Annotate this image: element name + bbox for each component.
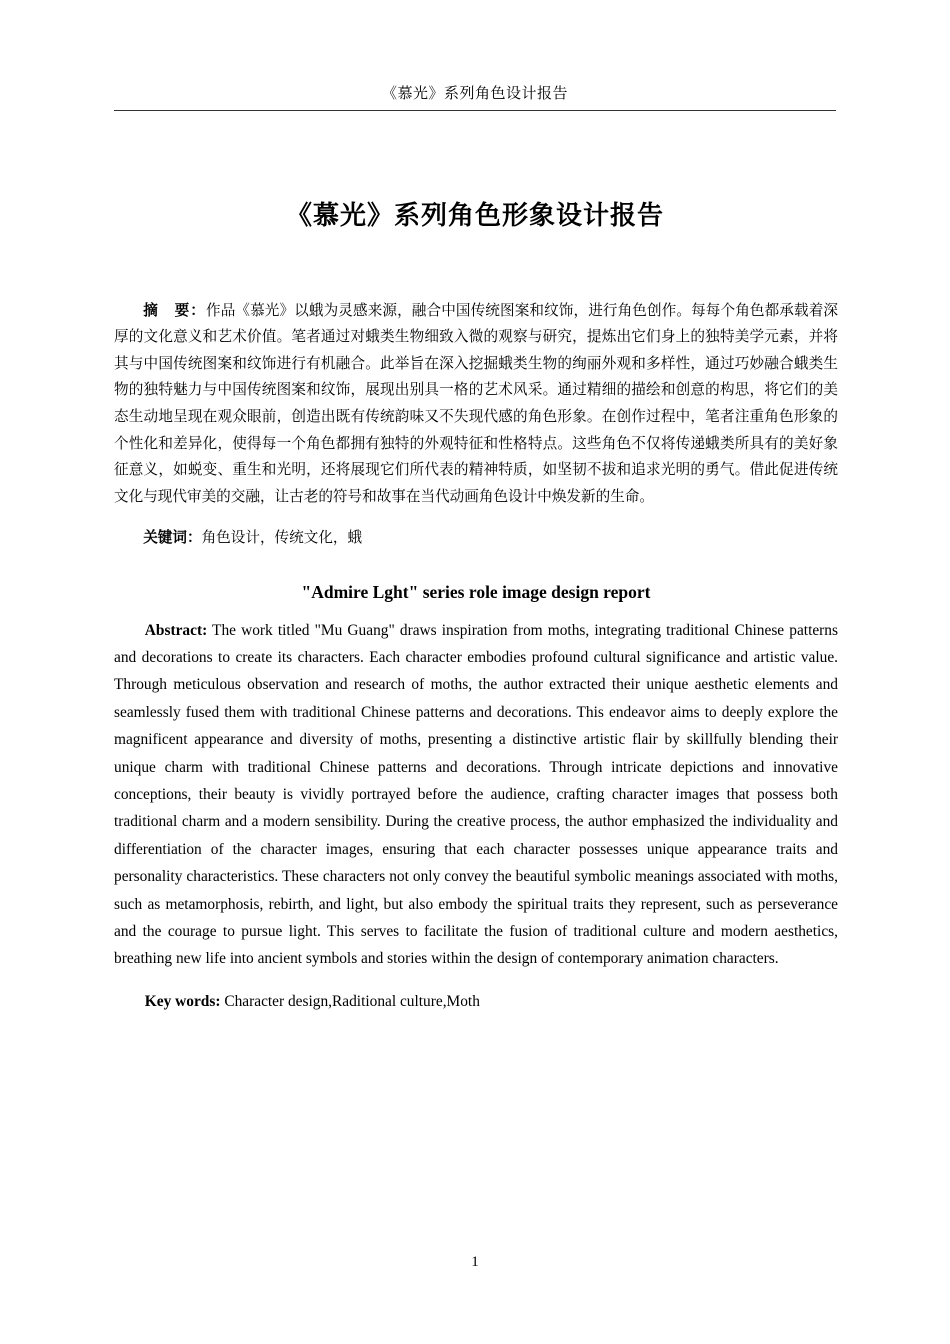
english-title: "Admire Lght" series role image design report (301, 581, 651, 602)
keywords-cn-label: 关键词： (143, 528, 202, 546)
page-number: 1 (471, 1254, 479, 1270)
abstract-en-paragraph (114, 617, 838, 973)
abstract-en-label: Abstract: (144, 621, 208, 639)
document-body (114, 283, 838, 1031)
keywords-en-text: Character design,Raditional culture,Moth (220, 993, 480, 1011)
abstract-en-text: The work titled "Mu Guang" draws inspiration from moths, integrating traditional Chinese patterns and decorations to create its characters. Each character embodies profound cultural significance and artistic value. Through meticulous observation and research of moths, the author extracted their unique aesthetic elements and seamlessly fused them with traditional Chinese patterns and decorations. This endeavor aims to deeply explore the magnificent appearance and diversity of moths, presenting a distinctive artistic flair by skillfully blending their unique charm with traditional Chinese patterns and decorations. Through intricate depictions and innovative conceptions, their beauty is vividly portrayed before the audience, crafting character images that possess both traditional charm and a modern sensibility. During the creative process, the author emphasized the individuality and differentiation of the character images, ensuring that each character possesses unique appearance traits and personality characteristics. These characters not only convey the beautiful symbolic meanings associated with moths, such as metamorphosis, rebirth, and light, but also embody the spiritual traits they represent, such as perseverance and the courage to pursue light. This serves to facilitate the fusion of traditional culture and modern aesthetics, breathing new life into ancient symbols and stories within the design of contemporary animation characters. (114, 621, 838, 968)
keywords-cn-paragraph (114, 525, 838, 552)
abstract-cn-paragraph (114, 298, 838, 511)
keywords-en-label: Key words: (144, 993, 221, 1011)
abstract-cn-label: 摘 要： (143, 301, 206, 319)
header-divider (114, 110, 836, 111)
page-title: 《慕光》系列角色形象设计报告 (285, 201, 664, 232)
abstract-cn-text: 作品《慕光》以蛾为灵感来源，融合中国传统图案和纹饰，进行角色创作。每每个角色都承载着深厚的文化意义和艺术价值。笔者通过对蛾类生物细致入微的观察与研究，提炼出它们身上的独特美学元素，并将其与中国传统图案和纹饰进行有机融合。此举旨在深入挖掘蛾类生物的绚丽外观和多样性，通过巧妙融合蛾类生物的独特魅力与中国传统图案和纹饰，展现出别具一格的艺术风采。通过精细的描绘和创意的构思，将它们的美态生动地呈现在观众眼前，创造出既有传统韵味又不失现代感的角色形象。在创作过程中，笔者注重角色形象的个性化和差异化，使得每一个角色都拥有独特的外观特征和性格特点。这些角色不仅将传递蛾类所具有的美好象征意义，如蜕变、重生和光明，还将展现它们所代表的精神特质，如坚韧不拔和追求光明的勇气。借此促进传统文化与现代审美的交融，让古老的符号和故事在当代动画角色设计中焕发新的生命。 (114, 301, 838, 505)
running-header: 《慕光》系列角色设计报告 (381, 84, 568, 102)
keywords-en-paragraph (114, 988, 838, 1015)
keywords-cn-text: 角色设计，传统文化，蛾 (201, 528, 363, 546)
